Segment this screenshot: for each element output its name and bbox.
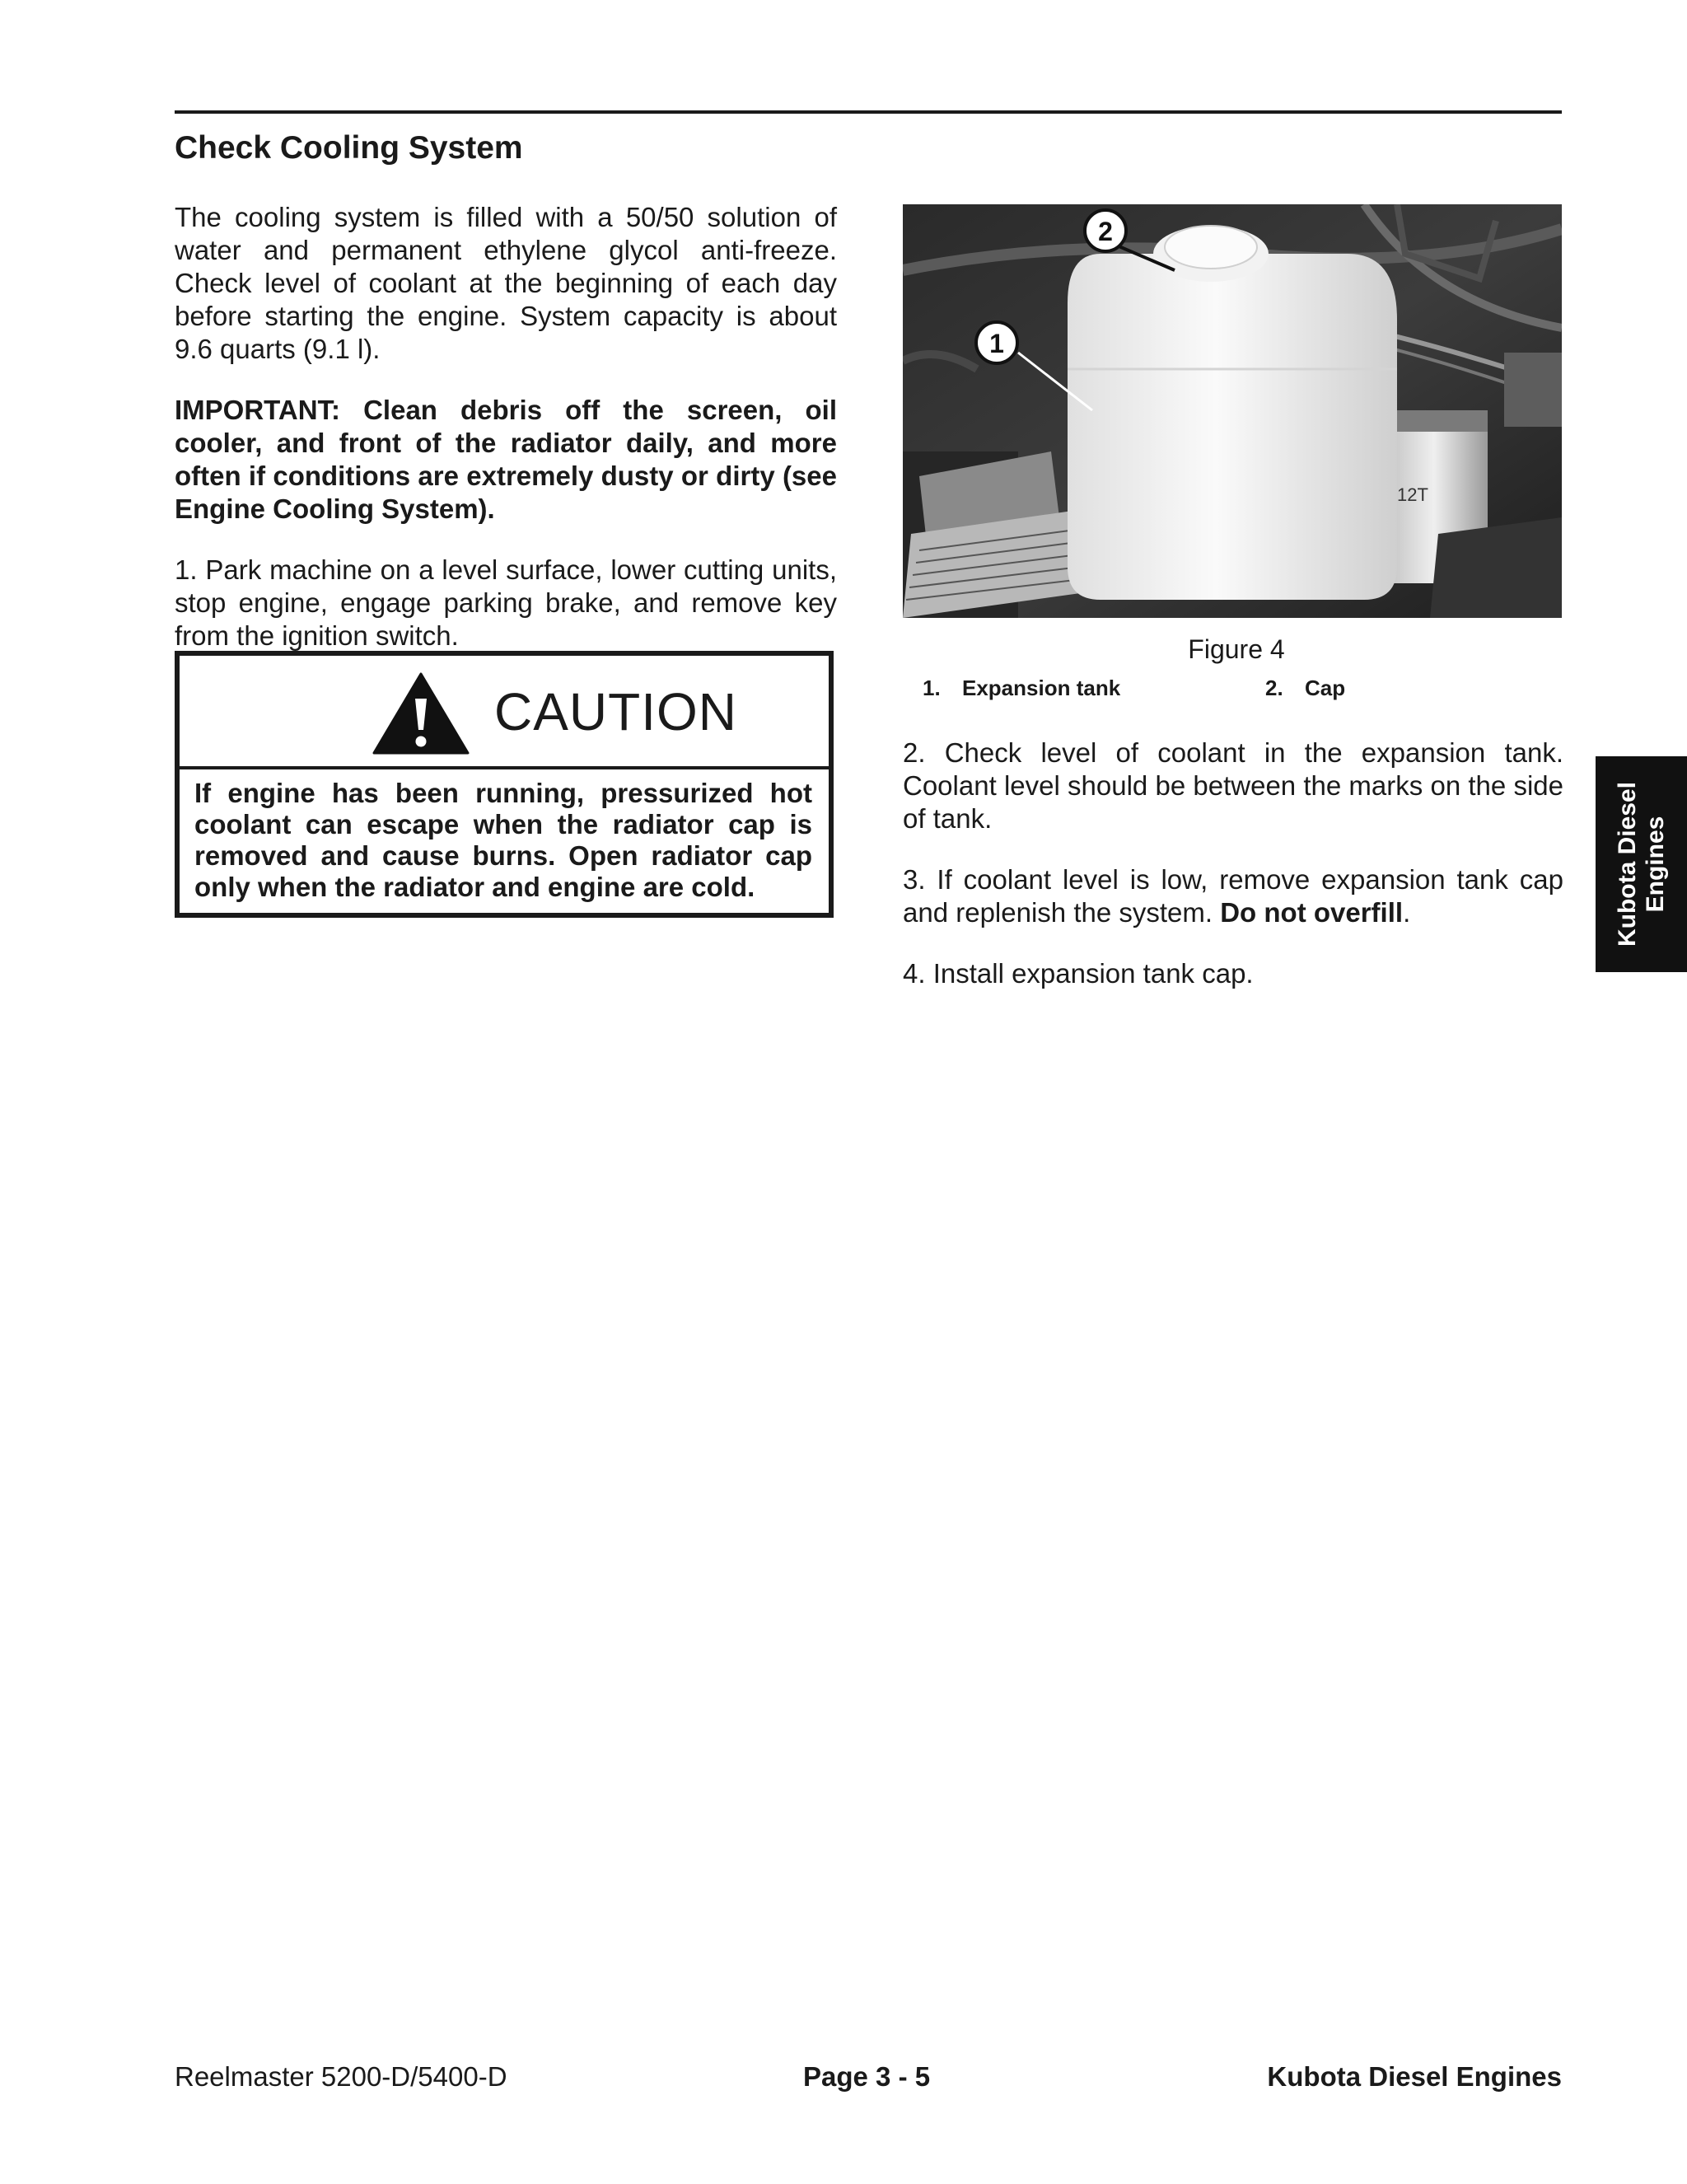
expansion-tank-photo [903,204,1562,618]
top-rule [175,110,1562,114]
legend-label: Cap [1305,676,1346,700]
section-side-tab[interactable] [1596,756,1687,972]
photo-label: 12T [1397,484,1428,505]
side-tab-label [1614,782,1670,947]
figure-caption: Figure 4 [1188,634,1285,664]
important-note: IMPORTANT: Clean debris off the screen, oil cooler, and front of the radiator daily, and more often if conditions are extremely dusty or dirty (see Engine Cooling System). [175,395,837,524]
legend-number: 1. [923,676,941,700]
footer-chapter-title: Kubota Diesel Engines [1267,2061,1562,2092]
side-tab-line-1: Kubota Diesel [1613,781,1641,947]
intro-paragraph: The cooling system is filled with a 50/50 solution of water and permanent ethylene glycol anti-freeze. Check level of coolant at the beginning of each day before starting the engine. System capacity is about 9.6 quarts (9.1 l). [175,202,837,364]
callout-2 [1085,210,1126,251]
warning-triangle-icon [372,672,470,755]
callout-1-label: 1 [989,329,1004,358]
caution-text: If engine has been running, pressurized hot coolant can escape when the radiator cap is removed and cause burns. Open radiator cap only when the radiator and engine are cold. [194,778,812,902]
step-3-end: . [1403,897,1411,928]
callout-1 [976,322,1017,363]
side-tab-line-2: Engines [1641,816,1669,913]
section-title: Check Cooling System [175,130,523,166]
legend-number: 2. [1265,676,1283,700]
step-3-emphasis: Do not overfill [1220,897,1404,928]
left-column [175,201,837,680]
right-column [903,737,1563,1018]
caution-heading: CAUTION [494,682,737,741]
footer-manual-title: Reelmaster 5200-D/5400-D [175,2061,507,2092]
step-4: 4. Install expansion tank cap. [903,958,1254,989]
step-2: 2. Check level of coolant in the expansion tank. Coolant level should be between the marks on the side of tank. [903,737,1563,834]
legend-item-cap [1265,676,1345,701]
step-3-text: 3. If coolant level is low, remove expansion tank cap and replenish the system. [903,864,1563,928]
footer-page-number: Page 3 - 5 [803,2061,931,2092]
step-1: 1. Park machine on a level surface, lower cutting units, stop engine, engage parking brake, and remove key from the ignition switch. [175,554,837,651]
caution-header [180,656,829,769]
callout-2-label: 2 [1098,217,1113,246]
caution-box [175,651,834,918]
step-3 [903,863,1563,929]
legend-item-expansion-tank [923,676,1120,701]
legend-label: Expansion tank [962,676,1121,700]
